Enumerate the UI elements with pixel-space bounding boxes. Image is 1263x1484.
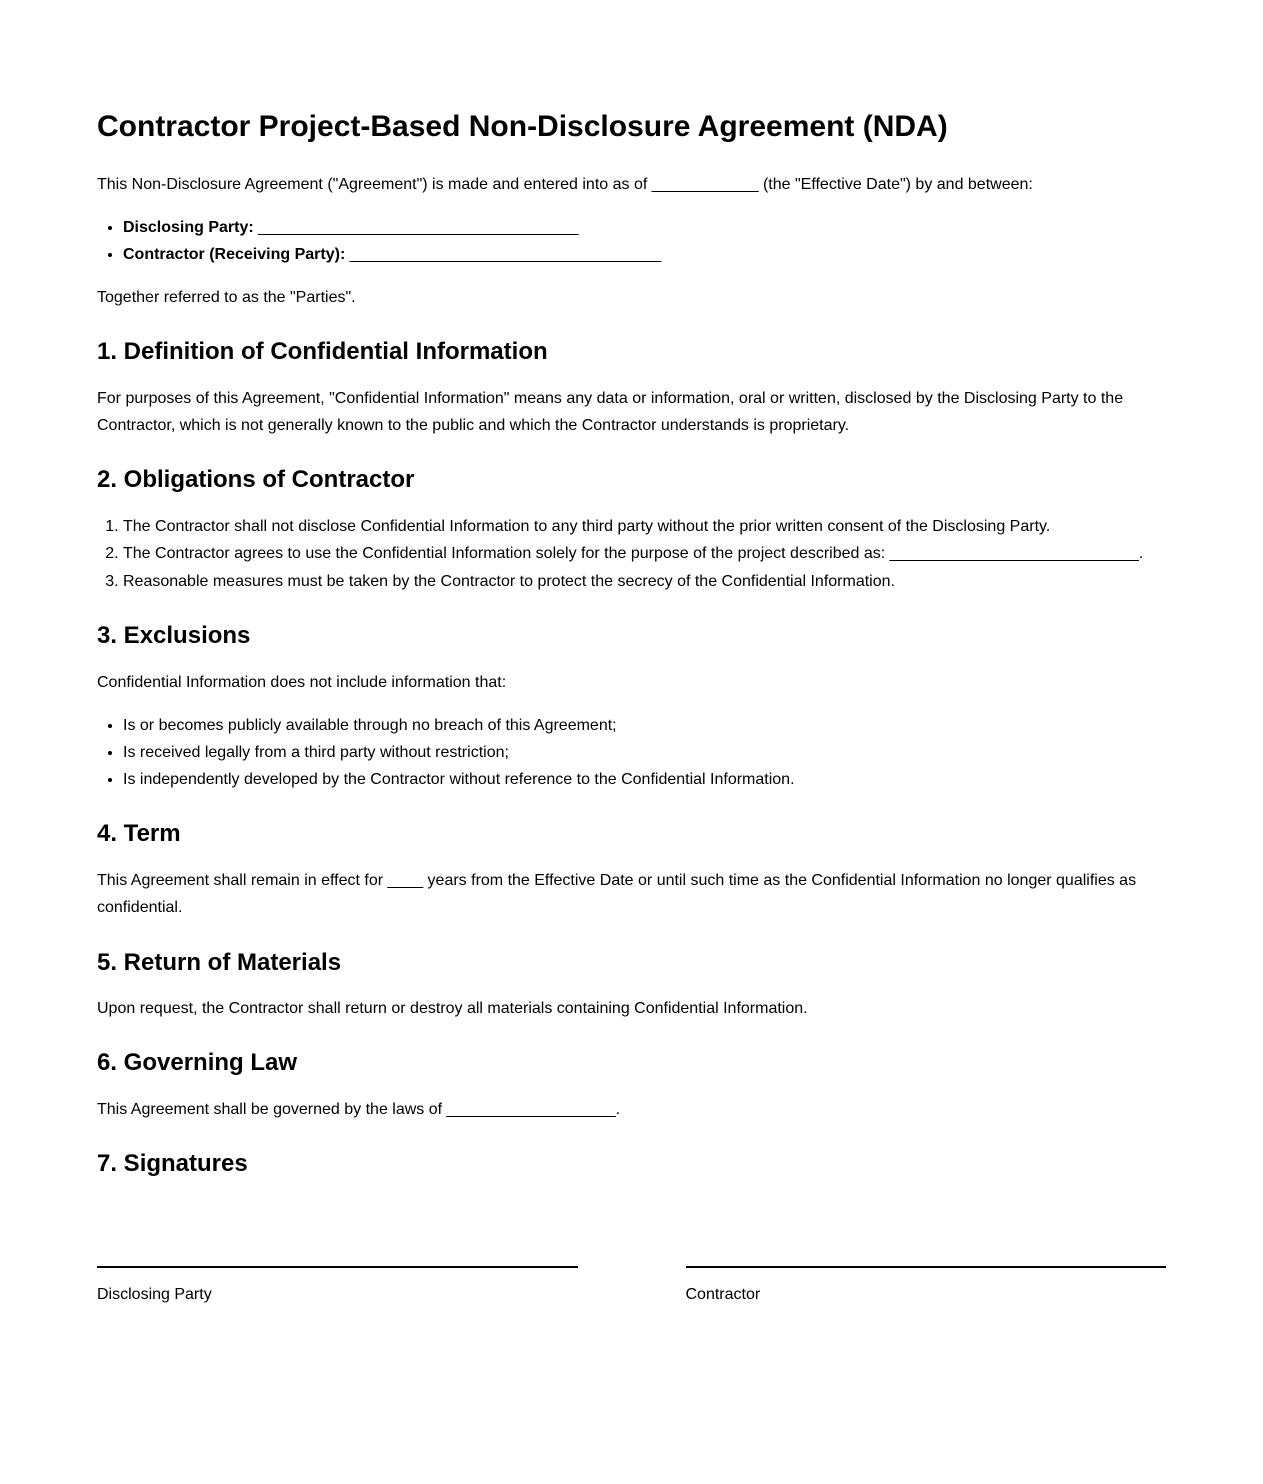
contractor-party-label: Contractor (Receiving Party): [123, 245, 350, 263]
exclusion-item-3: • Is independently developed by the Contractor without reference to the Confidential Information. [123, 766, 1166, 793]
contractor-signature [686, 1266, 1167, 1306]
section-2-heading: 2. Obligations of Contractor [97, 466, 415, 494]
section-3-heading: 3. Exclusions [97, 621, 251, 649]
effective-date-blank: ____________ [651, 175, 759, 193]
disclosing-party-item [123, 214, 1166, 241]
term-text-before: This Agreement shall remain in effect for [97, 872, 388, 890]
contractor-signature-label: Contractor [685, 1286, 761, 1304]
section-1-heading: 1. Definition of Confidential Information [97, 338, 548, 366]
disclosing-party-signature-label: Disclosing Party [97, 1286, 212, 1304]
governing-law-blank: ___________________ [446, 1101, 616, 1119]
obligation-item-2-period: . [1138, 545, 1144, 563]
obligations-list [97, 513, 1166, 595]
exclusions-intro: Confidential Information does not include information that: [97, 673, 507, 691]
contractor-signature-line [686, 1266, 1167, 1268]
section-6-heading: 6. Governing Law [97, 1049, 298, 1077]
section-7-heading: 7. Signatures [97, 1150, 248, 1178]
document-title: Contractor Project-Based Non-Disclosure Agreement (NDA) [97, 110, 948, 143]
term-text-after: years from the Effective Date or until such time as the Confidential Information no longer qualifies as confidential. [97, 872, 1137, 917]
obligation-item-2-text: The Contractor agrees to use the Confidential Information solely for the purpose of the project described as: [123, 545, 890, 563]
contractor-party-blank: ___________________________________ [349, 245, 662, 263]
disclosing-party-signature-line [97, 1266, 578, 1268]
governing-law-text: This Agreement shall be governed by the laws of [97, 1101, 447, 1119]
term-paragraph [97, 867, 1166, 921]
disclosing-party-label: Disclosing Party: [123, 218, 259, 236]
intro-text-after: (the "Effective Date") by and between: [758, 175, 1033, 193]
return-of-materials-body: Upon request, the Contractor shall return or destroy all materials containing Confidential Information. [97, 1000, 808, 1018]
section-5-heading: 5. Return of Materials [97, 948, 342, 976]
exclusions-list [97, 712, 1166, 794]
nda-document [97, 110, 1166, 1307]
exclusion-item-1: • Is or becomes publicly available through no breach of this Agreement; [123, 712, 1166, 739]
intro-paragraph [97, 171, 1166, 198]
section-4-heading: 4. Term [97, 820, 181, 848]
parties-together-line: Together referred to as the "Parties". [97, 289, 356, 307]
disclosing-party-signature [97, 1266, 578, 1306]
obligation-item-1: 1. The Contractor shall not disclose Confidential Information to any third party without the prior written consent of the Disclosing Party. [123, 513, 1166, 540]
term-years-blank: ____ [387, 872, 424, 890]
governing-law-paragraph [97, 1096, 1166, 1123]
signature-block [97, 1266, 1166, 1306]
obligation-item-2 [123, 540, 1166, 567]
parties-list [97, 214, 1166, 268]
section-1-body: For purposes of this Agreement, "Confidential Information" means any data or information, oral or written, disclosed by the Disclosing Party to the Contractor, which is not generally known to the public and which the Contractor understands is proprietary. [97, 390, 1124, 435]
contractor-party-item [123, 241, 1166, 268]
governing-law-period: . [615, 1101, 621, 1119]
intro-text-before: This Non-Disclosure Agreement ("Agreement") is made and entered into as of [97, 175, 652, 193]
disclosing-party-blank: ____________________________________ [258, 218, 579, 236]
exclusion-item-2: • Is received legally from a third party without restriction; [123, 739, 1166, 766]
obligation-item-3: 3. Reasonable measures must be taken by the Contractor to protect the secrecy of the Confidential Information. [123, 568, 1166, 595]
project-description-blank: ____________________________ [889, 545, 1139, 563]
